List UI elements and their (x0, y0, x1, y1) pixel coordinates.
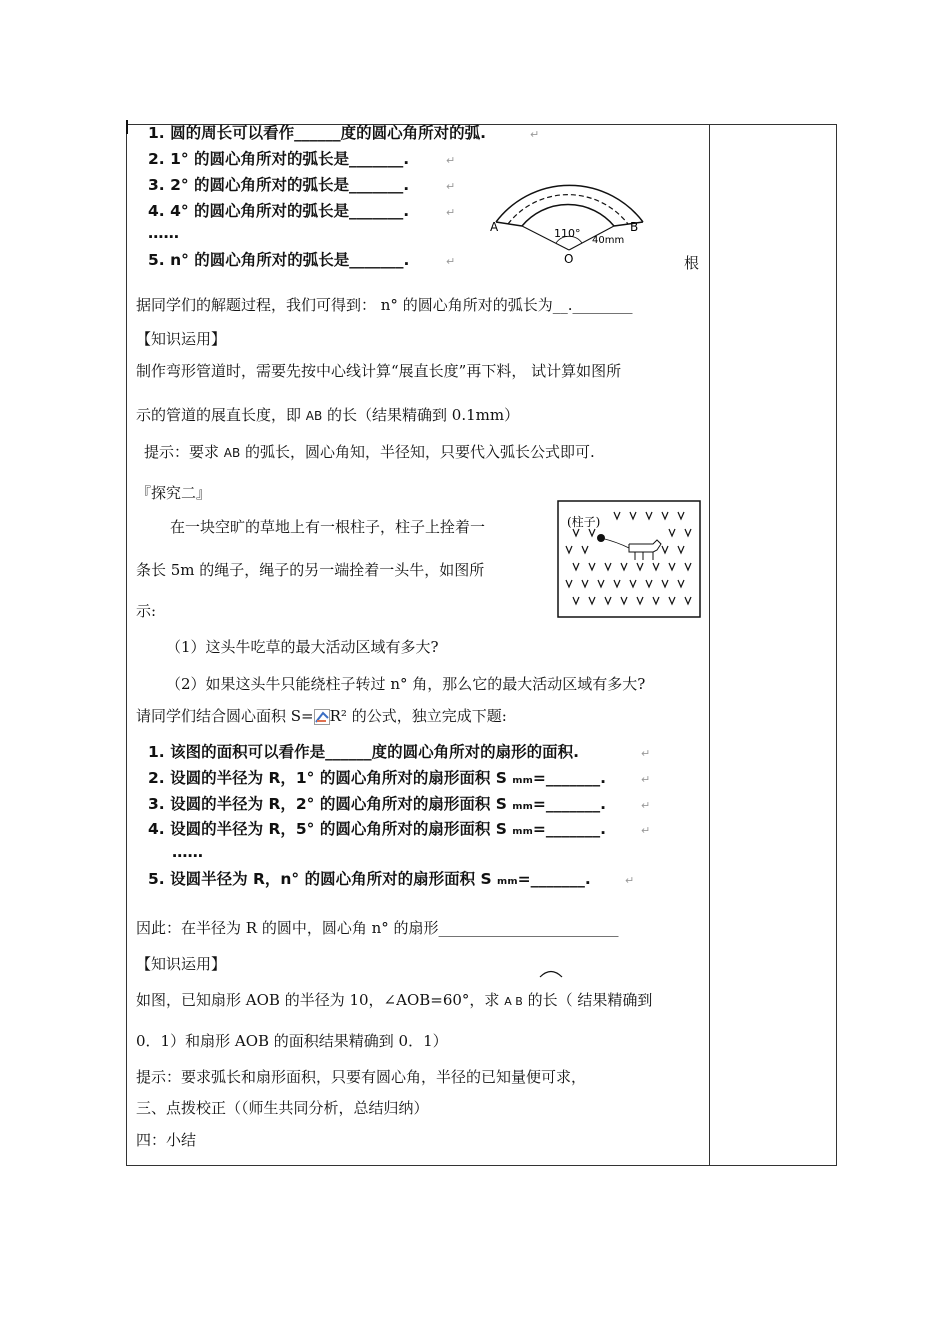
return-mark: ↵ (641, 773, 651, 786)
q2-item-4: 4. 设圆的半径为 R，5° 的圆心角所对的扇形面积 S ₘₘ=_______. (148, 820, 606, 838)
paragraph-conclusion: 因此：在半径为 R 的圆中，圆心角 n° 的扇形________________________ (136, 919, 619, 937)
return-mark: ↵ (446, 154, 456, 167)
paragraph-pipe-1: 制作弯形管道时，需要先按中心线计算“展直长度”再下料， 试计算如图所 (136, 362, 622, 380)
q1-item-2: 2. 1° 的圆心角所对的弧长是_______. (148, 150, 410, 168)
paragraph-sector-formula (136, 709, 507, 725)
arc-ab: AB (223, 446, 241, 460)
return-mark: ↵ (625, 874, 635, 887)
arc-ab-label: A B (504, 995, 523, 1008)
paragraph-cow-1: 在一块空旷的草地上有一根柱子，柱子上拴着一 (170, 518, 486, 536)
return-mark: ↵ (446, 180, 456, 193)
q1-item-3: 3. 2° 的圆心角所对的弧长是_______. (148, 176, 410, 194)
paragraph-pipe-2 (136, 408, 519, 423)
return-mark: ↵ (446, 206, 456, 219)
heading-explore-2: 『探究二』 (136, 484, 212, 502)
return-mark: ↵ (641, 824, 651, 837)
question-cow-1: （1）这头牛吃草的最大活动区域有多大? (166, 638, 439, 656)
heading-knowledge-1: 【知识运用】 (136, 330, 227, 348)
corner-mark (126, 120, 133, 134)
return-mark: ↵ (446, 255, 456, 268)
column-divider (709, 124, 710, 1166)
hint-2: 提示：要求弧长和扇形面积，只要有圆心角，半径的已知量便可求， (136, 1068, 587, 1086)
q2-item-1: 1. 该图的面积可以看作是______度的圆心角所对的扇形的面积. (148, 743, 579, 761)
q1-item-4: 4. 4° 的圆心角所对的弧长是_______. (148, 202, 410, 220)
hint-1 (144, 445, 595, 460)
pipe-arc-figure (480, 145, 650, 265)
label-o: O (564, 252, 574, 265)
q1-item-5: 5. n° 的圆心角所对的弧长是_______. (148, 251, 410, 269)
paragraph-cow-3: 示: (136, 602, 157, 620)
return-mark: ↵ (641, 799, 651, 812)
post-label: (柱子) (567, 515, 601, 529)
arc-ab: AB (305, 409, 323, 423)
heading-knowledge-2: 【知识运用】 (136, 955, 227, 973)
text: 如图，已知扇形 AOB 的半径为 10，∠AOB=60°，求 (136, 991, 500, 1009)
q2-item-2: 2. 设圆的半径为 R，1° 的圆心角所对的扇形面积 S ₘₘ=_______. (148, 769, 606, 787)
text: R² 的公式，独立完成下题: (329, 707, 507, 725)
q2-ellipsis: …… (172, 843, 203, 861)
label-a: A (490, 220, 499, 234)
paragraph-sector-problem-2: 0．1）和扇形 AOB 的面积结果精确到 0．1） (136, 1032, 448, 1050)
question-cow-2: （2）如果这头牛只能绕柱子转过 n° 角，那么它的最大活动区域有多大? (166, 675, 646, 693)
text: 请同学们结合圆心面积 S= (136, 707, 314, 725)
pi-image-icon (314, 709, 330, 725)
paragraph-sector-problem (136, 993, 652, 1008)
text: 的长（结果精确到 0.1mm） (327, 406, 520, 424)
q1-item-1: 1. 圆的周长可以看作______度的圆心角所对的弧. (148, 124, 486, 142)
return-mark: ↵ (641, 747, 651, 760)
length-label: 40mm (592, 235, 625, 246)
return-mark: ↵ (530, 128, 540, 141)
q2-item-3: 3. 设圆的半径为 R，2° 的圆心角所对的扇形面积 S ₘₘ=_______. (148, 795, 606, 813)
text: 示的管道的展直长度，即 (136, 406, 302, 424)
q1-ellipsis: …… (148, 224, 179, 242)
paragraph-arc-length: 据同学们的解题过程，我们可得到： n° 的圆心角所对的弧长为__.________ (136, 296, 633, 314)
text: 的长（ 结果精确到 (527, 991, 653, 1009)
text: 的弧长，圆心角知，半径知，只要代入弧长公式即可. (245, 443, 595, 461)
text: 提示：要求 (144, 443, 220, 461)
arc-symbol (538, 968, 564, 978)
continuation-char: 根 (684, 254, 700, 272)
section-three: 三、点拨校正（（师生共同分析，总结归纳） (136, 1099, 429, 1117)
angle-label: 110° (554, 227, 581, 240)
section-four: 四：小结 (136, 1131, 197, 1149)
q2-item-5: 5. 设圆半径为 R，n° 的圆心角所对的扇形面积 S ₘₘ=_______. (148, 870, 591, 888)
cow-field-figure (557, 500, 701, 618)
paragraph-cow-2: 条长 5m 的绳子，绳子的另一端拴着一头牛，如图所 (136, 561, 485, 579)
label-b: B (630, 220, 639, 234)
